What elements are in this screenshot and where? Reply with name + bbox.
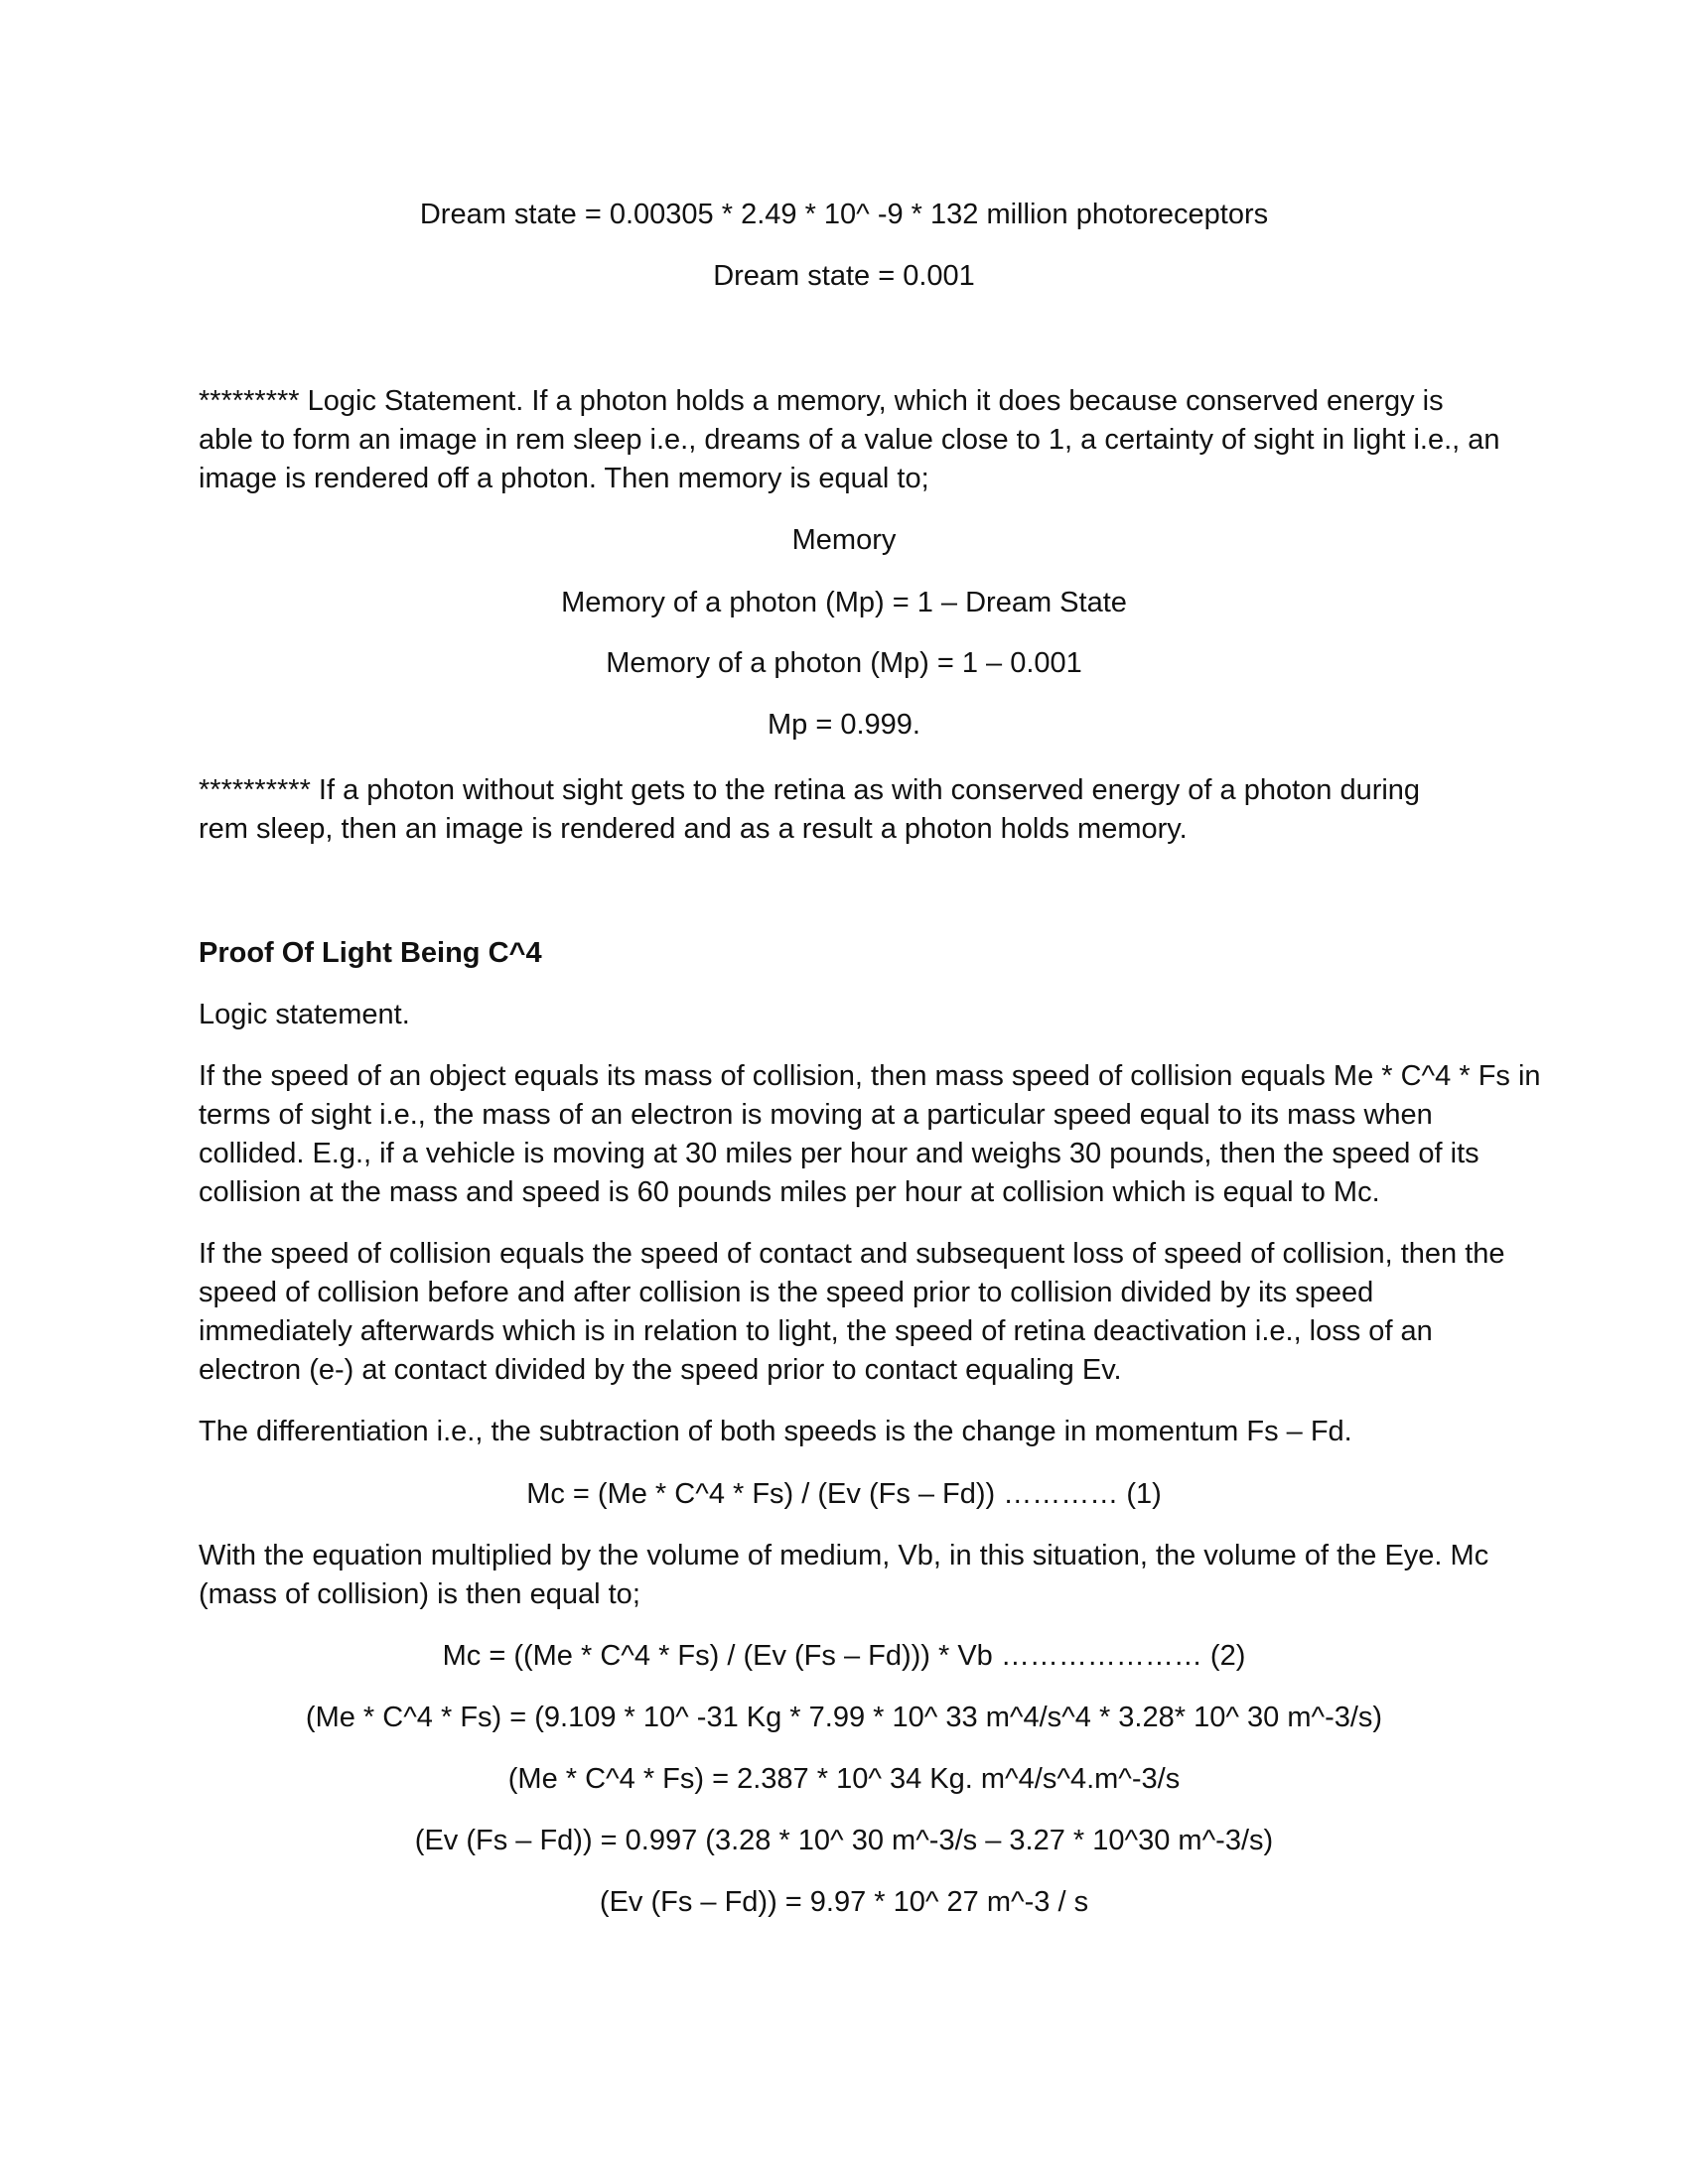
equation-4: (Me * C^4 * Fs) = 2.387 * 10^ 34 Kg. m^4/s^4.m^-3/s [507, 1763, 1181, 1795]
equation-1: Mc = (Me * C^4 * Fs) / (Ev (Fs – Fd)) ………… (1) [526, 1478, 1162, 1510]
paragraph-1-line: If the speed of an object equals its mass of collision, then mass speed of collision equals Me * C^4 * Fs in [199, 1060, 1541, 1092]
equation-memory-substitution: Memory of a photon (Mp) = 1 – 0.001 [606, 647, 1082, 679]
equation-memory-definition: Memory of a photon (Mp) = 1 – Dream State [561, 587, 1127, 618]
equation-6: (Ev (Fs – Fd)) = 9.97 * 10^ 27 m^-3 / s [599, 1886, 1089, 1918]
paragraph-2-line: speed of collision before and after collision is the speed prior to collision divided by its speed [199, 1277, 1374, 1308]
paragraph-2-line: If the speed of collision equals the speed of contact and subsequent loss of speed of collision, then the [199, 1238, 1505, 1270]
logic-statement-2-line: ********** If a photon without sight gets to the retina as with conserved energy of a photon during [199, 774, 1421, 806]
logic-statement-line: ********* Logic Statement. If a photon holds a memory, which it does because conserved energy is [199, 385, 1444, 417]
logic-statement-line: image is rendered off a photon. Then memory is equal to; [199, 463, 929, 494]
section-heading: Proof Of Light Being C^4 [199, 937, 542, 969]
paragraph-2-line: electron (e-) at contact divided by the speed prior to contact equaling Ev. [199, 1354, 1122, 1386]
logic-statement-label: Logic statement. [199, 999, 410, 1030]
equation-3: (Me * C^4 * Fs) = (9.109 * 10^ -31 Kg * 7.99 * 10^ 33 m^4/s^4 * 3.28* 10^ 30 m^-3/s) [305, 1702, 1383, 1733]
memory-heading: Memory [791, 524, 897, 556]
equation-memory-result: Mp = 0.999. [768, 709, 920, 741]
equation-2: Mc = ((Me * C^4 * Fs) / (Ev (Fs – Fd))) * Vb ………………… (2) [442, 1640, 1246, 1672]
paragraph-2-line: immediately afterwards which is in relation to light, the speed of retina deactivation i.e., loss of an [199, 1315, 1433, 1347]
logic-statement-line: able to form an image in rem sleep i.e., dreams of a value close to 1, a certainty of sight in light i.e., an [199, 424, 1500, 456]
equation-5: (Ev (Fs – Fd)) = 0.997 (3.28 * 10^ 30 m^-3/s – 3.27 * 10^30 m^-3/s) [414, 1825, 1274, 1856]
paragraph-1-line: terms of sight i.e., the mass of an electron is moving at a particular speed equal to its mass when [199, 1099, 1433, 1131]
paragraph-1-line: collision at the mass and speed is 60 pounds miles per hour at collision which is equal to Mc. [199, 1176, 1380, 1208]
equation-dream-state-calc: Dream state = 0.00305 * 2.49 * 10^ -9 * 132 million photoreceptors [419, 199, 1269, 230]
paragraph-4-line: With the equation multiplied by the volume of medium, Vb, in this situation, the volume of the Eye. Mc [199, 1540, 1489, 1571]
paragraph-4-line: (mass of collision) is then equal to; [199, 1578, 640, 1610]
logic-statement-2-line: rem sleep, then an image is rendered and as a result a photon holds memory. [199, 813, 1188, 845]
paragraph-3: The differentiation i.e., the subtraction of both speeds is the change in momentum Fs – Fd. [199, 1416, 1352, 1447]
paragraph-1-line: collided. E.g., if a vehicle is moving at 30 miles per hour and weighs 30 pounds, then the speed of its [199, 1138, 1479, 1169]
equation-dream-state-result: Dream state = 0.001 [713, 260, 975, 292]
